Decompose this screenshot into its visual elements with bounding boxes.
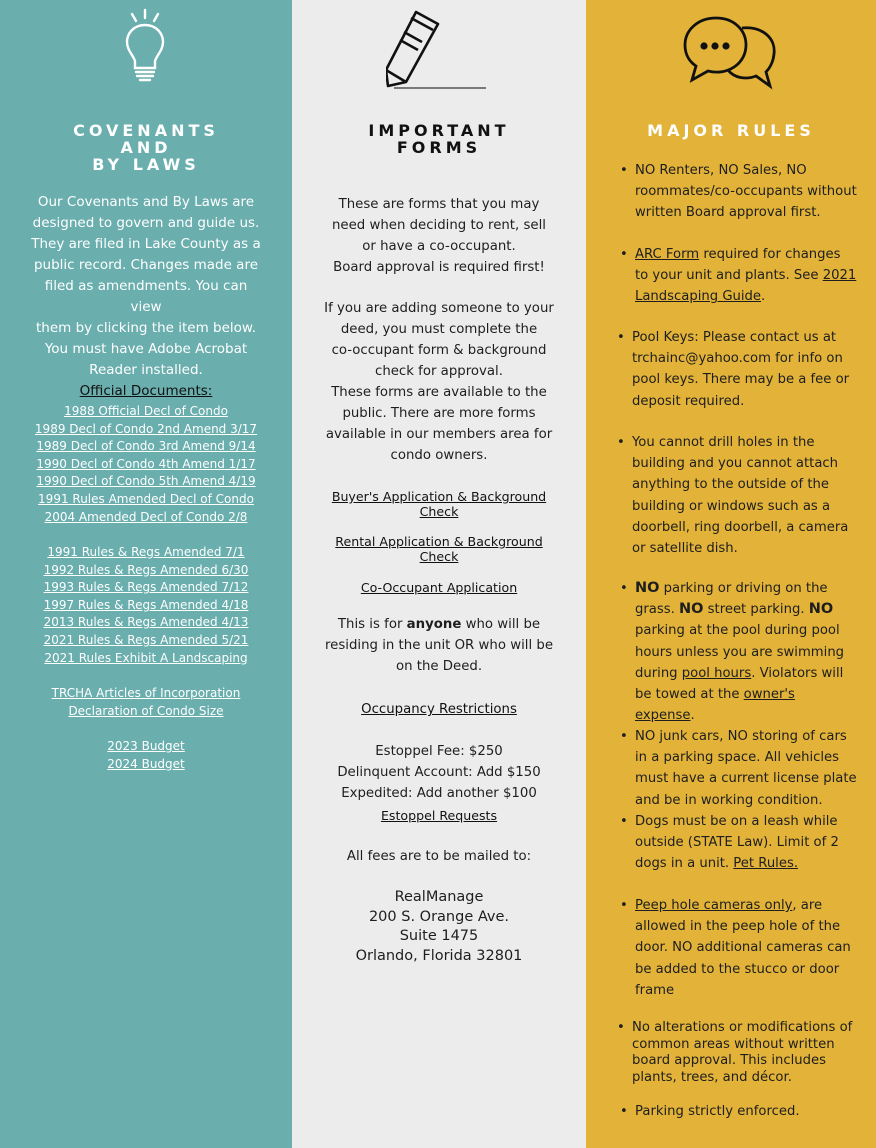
articles-links: [0, 685, 292, 720]
covenants-heading: COVENANTS AND BY LAWS: [73, 121, 219, 174]
pet-rules-link[interactable]: Pet Rules.: [733, 856, 799, 872]
rule-item: • NO junk cars, NO storing of cars in a parking space. All vehicles must have a current license plate and be in working condition.: [635, 726, 857, 811]
anyone-note: This is for anyone who will be residing in the unit OR who will be on the Deed.: [325, 617, 553, 674]
arc-form-link[interactable]: ARC Form: [635, 247, 700, 262]
doc-link[interactable]: Declaration of Condo Size: [68, 703, 224, 718]
decl-condo-links: [0, 403, 292, 526]
occupancy-restrictions-link[interactable]: Occupancy Restrictions: [361, 702, 517, 717]
cooccupant-application-link[interactable]: Co-Occupant Application: [360, 580, 518, 595]
covenants-column: [0, 0, 292, 1148]
rules-column: [586, 0, 876, 1148]
doc-link[interactable]: 2004 Amended Decl of Condo 2/8: [44, 509, 248, 524]
doc-link[interactable]: 2024 Budget: [107, 756, 185, 771]
forms-cooccupant-info: If you are adding someone to your deed, you must complete the co-occupant form & background check for approval. These forms are available to the public. There are more forms available in our members area for condo owners.: [324, 301, 554, 463]
doc-link[interactable]: 1988 Official Decl of Condo: [64, 404, 228, 418]
doc-link[interactable]: 2021 Rules & Regs Amended 5/21: [43, 632, 249, 647]
rule-item: • NO parking or driving on the grass. NO street parking. NO parking at the pool during pool hours unless you are swimming during pool hours. Violators will be towed at the owner's expense.: [635, 578, 857, 726]
official-documents-title: Official Documents:: [79, 383, 213, 399]
doc-link[interactable]: 2021 Rules Exhibit A Landscaping: [44, 650, 248, 665]
doc-link[interactable]: 1993 Rules & Regs Amended 7/12: [43, 580, 249, 595]
mailing-address: RealManage 200 S. Orange Ave. Suite 1475 Orlando, Florida 32801: [355, 889, 523, 964]
rule-item: • Parking strictly enforced.: [635, 1101, 857, 1122]
pool-hours-link[interactable]: pool hours: [681, 665, 752, 681]
rules-regs-links: [0, 544, 292, 667]
doc-link[interactable]: 2023 Budget: [107, 739, 185, 753]
estoppel-requests-link[interactable]: Estoppel Requests: [380, 808, 498, 823]
buyer-application-link[interactable]: Buyer's Application & Background Check: [331, 489, 547, 519]
forms-intro: These are forms that you may need when deciding to rent, sell or have a co-occupant. Board approval is required first!: [332, 197, 546, 275]
peep-hole-cameras-link[interactable]: Peep hole cameras only: [635, 898, 793, 913]
doc-link[interactable]: 1997 Rules & Regs Amended 4/18: [43, 597, 249, 612]
forms-column: [292, 0, 586, 1148]
doc-link[interactable]: 1989 Decl of Condo 3rd Amend 9/14: [36, 439, 256, 454]
covenants-intro: Our Covenants and By Laws are designed to govern and guide us. They are filed in Lake County as a public record. Changes made are filed as amendments. You can view them by clicking the item below. You must have Adobe Acrobat Reader installed.: [31, 194, 261, 378]
landscaping-guide-link[interactable]: 2021 Landscaping Guide: [635, 268, 857, 305]
doc-link[interactable]: 2013 Rules & Regs Amended 4/13: [43, 615, 249, 630]
doc-link[interactable]: 1992 Rules & Regs Amended 6/30: [43, 562, 249, 577]
pencil-icon: [386, 10, 490, 92]
rule-item: • You cannot drill holes in the building and you cannot attach anything to the outside of the building or windows such as a doorbell, ring doorbell, a camera or satellite dish.: [632, 432, 858, 559]
rule-item: • NO Renters, NO Sales, NO roommates/co-occupants without written Board approval first.: [635, 160, 857, 224]
rule-item: • No alterations or modifications of common areas without written board approval. This includes plants, trees, and décor.: [632, 1020, 858, 1086]
lightbulb-icon: [118, 8, 172, 84]
rule-item: • ARC Form required for changes to your unit and plants. See 2021 Landscaping Guide.: [635, 244, 857, 308]
doc-link[interactable]: 1991 Rules Amended Decl of Condo: [38, 491, 254, 506]
chat-bubbles-icon: [682, 14, 780, 90]
budget-links: [0, 738, 292, 773]
rule-item: • Peep hole cameras only, are allowed in the peep hole of the door. NO additional cameras can be added to the stucco or door frame: [635, 895, 857, 1001]
owners-expense-link[interactable]: owner's expense: [635, 687, 795, 724]
estoppel-fees: Estoppel Fee: $250 Delinquent Account: Add $150 Expedited: Add another $100: [337, 744, 541, 801]
doc-link[interactable]: 1989 Decl of Condo 2nd Amend 3/17: [34, 421, 258, 436]
doc-link[interactable]: 1991 Rules & Regs Amended 7/1: [47, 545, 245, 559]
doc-link[interactable]: 1990 Decl of Condo 5th Amend 4/19: [36, 474, 256, 489]
doc-link[interactable]: TRCHA Articles of Incorporation: [51, 686, 241, 700]
rules-heading: MAJOR RULES: [647, 121, 815, 140]
forms-heading: IMPORTANT FORMS: [368, 121, 510, 157]
rental-application-link[interactable]: Rental Application & Background Check: [335, 534, 543, 564]
doc-link[interactable]: 1990 Decl of Condo 4th Amend 1/17: [36, 456, 256, 471]
rule-item: • Pool Keys: Please contact us at trchainc@yahoo.com for info on pool keys. There may be a fee or deposit required.: [632, 327, 858, 412]
rule-item: • Dogs must be on a leash while outside (STATE Law). Limit of 2 dogs in a unit. Pet Rules.: [635, 811, 857, 875]
mail-note: All fees are to be mailed to:: [346, 849, 532, 864]
